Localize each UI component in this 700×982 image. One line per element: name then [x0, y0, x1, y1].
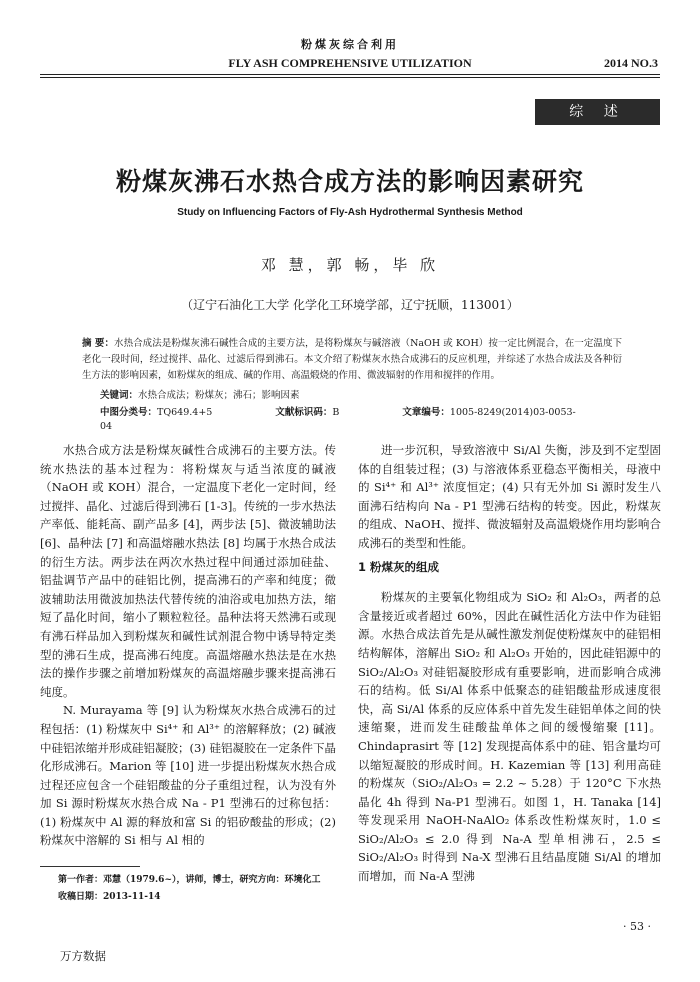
page-number: · 53 · — [623, 920, 651, 933]
doc-code-value: B — [332, 407, 340, 418]
section-heading: 1 粉煤灰的组成 — [358, 559, 440, 574]
body-paragraph: 粉煤灰的主要氧化物组成为 SiO₂ 和 Al₂O₃，两者的总含量接近或者超过 60%，因此在碱性活化方法中作为硅铝源。水热合成法首先是从碱性激发剂促使粉煤灰中的硅铝相结构解体，溶解出 SiO₂ 和 Al₂O₃ 开始的，因此硅铝源中的 SiO₂/Al₂O₃ 对硅铝凝胶形成有重要影响，进而影响合成沸石的结构。低 Si/Al 体系中低聚态的硅铝酸盐形成速度很快，高 Si/Al 体系的反应体系中首先发生硅铝单体之间的快速缩聚，进而发生硅酸盐单体之间的缓慢缩聚 [11]。Chindaprasirt 等 [12] 发现提高体系中的硅、铝含量均可以缩短凝胶的形成时间。H. Kazemian 等 [13] 利用高硅的粉煤灰（SiO₂/Al₂O₃ = 2.2 ~ 5.28）于 120°C 下水热晶化 4h 得到 Na-P1 型沸石。如图 1，H. Tanaka [14] 等发现采用 NaOH-NaAlO₂ 体系改性粉煤灰时，1.0 ≤ SiO₂/Al₂O₃ ≤ 2.0 得到 Na-A 型单相沸石，2.5 ≤ SiO₂/Al₂O₃ 时得到 Na-X 型沸石且结晶度随 Si/Al 的增加而增加，而 Na-A 型沸 — [358, 590, 661, 884]
paper-title-en: Study on Influencing Factors of Fly-Ash Hydrothermal Synthesis Method — [177, 207, 523, 218]
keywords — [100, 389, 620, 403]
footnote-received-date: 收稿日期：2013-11-14 — [58, 892, 161, 902]
abstract — [82, 336, 622, 384]
header-rule-secondary — [40, 77, 660, 78]
affiliation: （辽宁石油化工大学 化学化工环境学部，辽宁抚顺，113001） — [181, 298, 519, 312]
watermark: 万方数据 — [60, 949, 106, 963]
keywords-label: 关键词： — [100, 390, 139, 401]
journal-name-cn: 粉煤灰综合利用 — [301, 38, 399, 51]
abstract-text: 水热合成法是粉煤灰沸石碱性合成的主要方法，是将粉煤灰与碱溶液（NaOH 或 KOH）按一定比例混合，在一定温度下老化一段时间，经过搅拌、晶化、过滤后得到沸石。本文介绍了粉煤灰水热合成沸石的反应机理，并综述了水热合成法及各种衍生方法的影响因素，如粉煤灰的组成、碱的作用、高温煅烧的作用、微波辐射的作用和搅拌的作用。 — [82, 338, 622, 381]
body-paragraph: 水热合成方法是粉煤灰碱性合成沸石的主要方法。传统水热法的基本过程为：将粉煤灰与适当浓度的碱液（NaOH 或 KOH）混合，一定温度下老化一定时间，经过搅拌、晶化、过滤后得到沸石 [1-3]。传统的一步水热法产率低、能耗高、副产品多 [4]，两步法 [5]、微波辅助法 [6]、晶种法 [7] 和高温熔融水热法 [8] 均属于水热合成法的衍生方法。两步法在两次水热过程中间通过添加硅盐、铝盐调节产品中的硅铝比例，提高沸石的产率和纯度；微波辅助法用微波加热法代替传统的油浴或电加热方法，缩短了晶化时间，缩小了颗粒粒径。晶种法将天然沸石或现有沸石样品加入到粉煤灰和碱性试剂混合物中诱导特定类型的沸石生成，提高沸石纯度。高温熔融水热法是在水热法的操作步骤之前增加粉煤灰的高温熔融步骤来提高沸石纯度。 — [40, 443, 336, 699]
article-number-value: 1005-8249(2014)03-0053-04 — [100, 407, 576, 432]
author-list: 邓 慧，郭 畅，毕 欣 — [260, 256, 440, 274]
doc-code-field — [275, 407, 369, 418]
doc-code-label: 文献标识码： — [275, 407, 333, 418]
journal-name-en: FLY ASH COMPREHENSIVE UTILIZATION — [228, 56, 472, 70]
section-label: 综 述 — [535, 99, 660, 125]
classification-row — [100, 406, 620, 434]
clc-field — [100, 407, 242, 418]
footnote-rule — [40, 866, 140, 867]
body-column-right — [358, 441, 661, 886]
clc-label: 中图分类号： — [100, 407, 158, 418]
issue-label: 2014 NO.3 — [604, 56, 658, 70]
article-number-label: 文章编号： — [402, 407, 450, 418]
footnote — [58, 872, 348, 906]
footnote-author: 第一作者：邓慧（1979.6~），讲师，博士，研究方向：环境化工 — [58, 875, 321, 885]
body-column-left — [40, 441, 336, 850]
keywords-text: 水热合成法；粉煤灰；沸石；影响因素 — [138, 390, 300, 401]
clc-value: TQ649.4+5 — [157, 407, 213, 418]
header-rule — [40, 74, 660, 75]
abstract-label: 摘 要： — [82, 338, 115, 349]
paper-title-cn: 粉煤灰沸石水热合成方法的影响因素研究 — [115, 167, 584, 196]
body-paragraph: 进一步沉积，导致溶液中 Si/Al 失衡，涉及到不定型固体的自组装过程；(3) 与溶液体系亚稳态平衡相关，母液中的 Si⁴⁺ 和 Al³⁺ 浓度恒定；(4) 只有无外加 Si 源时发生八面沸石结构向 Na - P1 型沸石结构的转变。因此，粉煤灰的组成、NaOH、搅拌、微波辐射及高温煅烧作用均影响合成沸石的类型和性能。 — [358, 443, 661, 550]
body-paragraph: N. Murayama 等 [9] 认为粉煤灰水热合成沸石的过程包括：(1) 粉煤灰中 Si⁴⁺ 和 Al³⁺ 的溶解释放；(2) 碱液中硅铝浓缩并形成硅铝凝胶；(3) 硅铝凝胶在一定条件下晶化形成沸石。Marion 等 [10] 进一步提出粉煤灰水热合成过程还应包含一个硅铝酸盐的分子重组过程，认为没有外加 Si 源时粉煤灰水热合成 Na - P1 型沸石的过称包括：(1) 粉煤灰中 Al 源的释放和富 Si 的铝矽酸盐的形成；(2) 粉煤灰中溶解的 Si 相与 Al 相的 — [40, 703, 336, 848]
